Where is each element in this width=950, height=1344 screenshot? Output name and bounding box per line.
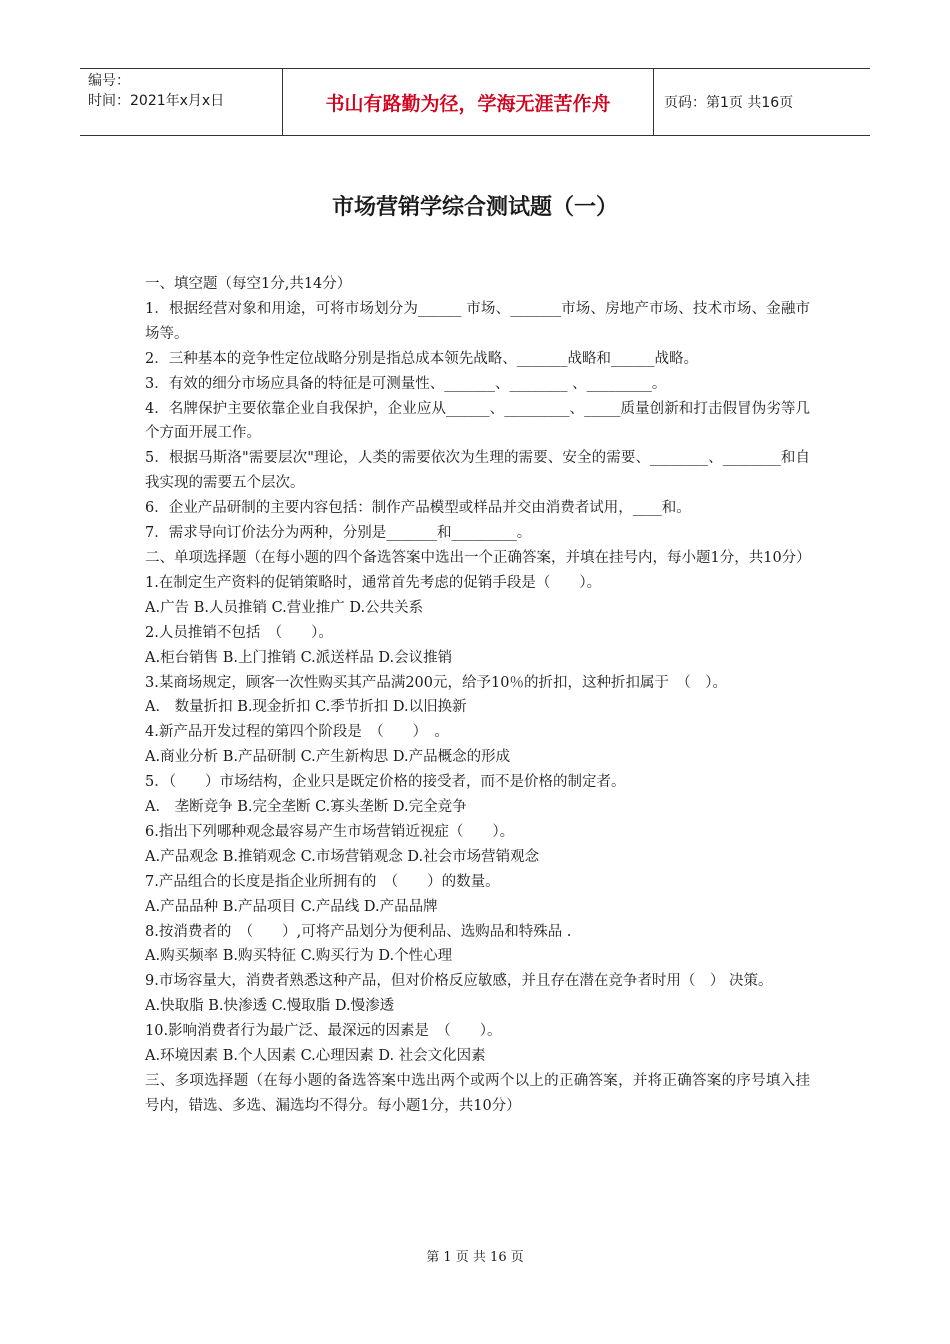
document-number-label: 编号： <box>88 73 130 89</box>
document-date-label: 时间：2021年x月x日 <box>88 93 225 109</box>
question-line: 4．名牌保护主要依靠企业自我保护，企业应从______、_________、_____质量创新和打击假冒伪劣等几个方面开展工作。 <box>145 400 810 442</box>
answer-options: A.产品品种 B.产品项目 C.产品线 D.产品品牌 <box>145 898 438 915</box>
answer-options: A.环境因素 B.个人因素 C.心理因素 D. 社会文化因素 <box>145 1048 486 1065</box>
question-line: 2．三种基本的竞争性定位战略分别是指总成本领先战略、_______战略和______战略。 <box>145 350 698 367</box>
answer-options: A． 数量折扣 B.现金折扣 C.季节折扣 D.以旧换新 <box>145 699 467 716</box>
question-line: 5．根据马斯洛"需要层次"理论，人类的需要依次为生理的需要、安全的需要、________、________和自我实现的需要五个层次。 <box>145 450 810 492</box>
question-line: 10.影响消费者行为最广泛、最深远的因素是 （ ）。 <box>145 1023 502 1040</box>
question-line: 3．有效的细分市场应具备的特征是可测量性、_______、________ 、_________。 <box>145 375 667 392</box>
question-body <box>145 272 810 1119</box>
question-line: 6．企业产品研制的主要内容包括：制作产品模型或样品并交由消费者试用，____和。 <box>145 500 691 517</box>
header-motto: 书山有路勤为径，学海无涯苦作舟 <box>282 69 654 135</box>
question-line: 2.人员推销不包括 （ ）。 <box>145 624 333 641</box>
answer-options: A． 垄断竞争 B.完全垄断 C.寡头垄断 D.完全竞争 <box>145 799 467 816</box>
question-line: 5．（ ）市场结构，企业只是既定价格的接受者，而不是价格的制定者。 <box>145 774 626 791</box>
question-line: 9.市场容量大，消费者熟悉这种产品，但对价格反应敏感，并且存在潜在竞争者时用（ ） 决策。 <box>145 973 773 990</box>
header-page-info: 页码：第1页 共16页 <box>664 95 794 111</box>
answer-options: A.柜台销售 B.上门推销 C.派送样品 D.会议推销 <box>145 649 453 666</box>
question-line: 8.按消费者的 （ ）,可将产品划分为便利品、选购品和特殊品 . <box>145 923 572 940</box>
question-line: 6.指出下列哪种观念最容易产生市场营销近视症（ ）。 <box>145 823 515 840</box>
page-header <box>80 68 870 136</box>
question-line: 3.某商场规定，顾客一次性购买其产品满200元，给予10％的折扣，这种折扣属于 （ ）。 <box>145 674 727 691</box>
answer-options: A.广告 B.人员推销 C.营业推广 D.公共关系 <box>145 599 424 616</box>
answer-options: A.产品观念 B.推销观念 C.市场营销观念 D.社会市场营销观念 <box>145 848 540 865</box>
document-title: 市场营销学综合测试题（一） <box>331 195 618 220</box>
question-line: 1．根据经营对象和用途，可将市场划分为______ 市场、_______市场、房地产市场、技术市场、金融市场等。 <box>145 300 810 342</box>
question-line: 7．需求导向订价法分为两种，分别是_______和_________。 <box>145 525 532 542</box>
answer-options: A.购买频率 B.购买特征 C.购买行为 D.个性心理 <box>145 948 453 965</box>
question-line: 7.产品组合的长度是指企业所拥有的 （ ）的数量。 <box>145 873 500 890</box>
section-heading-single-choice: 二、单项选择题（在每小题的四个备选答案中选出一个正确答案，并填在挂号内，每小题1分，共10分） <box>145 549 811 566</box>
header-meta <box>80 69 282 135</box>
page-footer: 第 1 页 共 16 页 <box>426 1250 524 1265</box>
question-line: 4.新产品开发过程的第四个阶段是 （ ） 。 <box>145 724 449 741</box>
answer-options: A.商业分析 B.产品研制 C.产生新构思 D.产品概念的形成 <box>145 749 511 766</box>
section-heading-multi-choice: 三、多项选择题（在每小题的备选答案中选出两个或两个以上的正确答案，并将正确答案的序号填入挂号内，错选、多选、漏选均不得分。每小题1分，共10分） <box>145 1073 810 1114</box>
answer-options: A.快取脂 B.快渗透 C.慢取脂 D.慢渗透 <box>145 998 395 1015</box>
section-heading-fill-blank: 一、填空题（每空1分,共14分） <box>145 276 352 292</box>
question-line: 1.在制定生产资料的促销策略时，通常首先考虑的促销手段是（ ）。 <box>145 574 602 591</box>
